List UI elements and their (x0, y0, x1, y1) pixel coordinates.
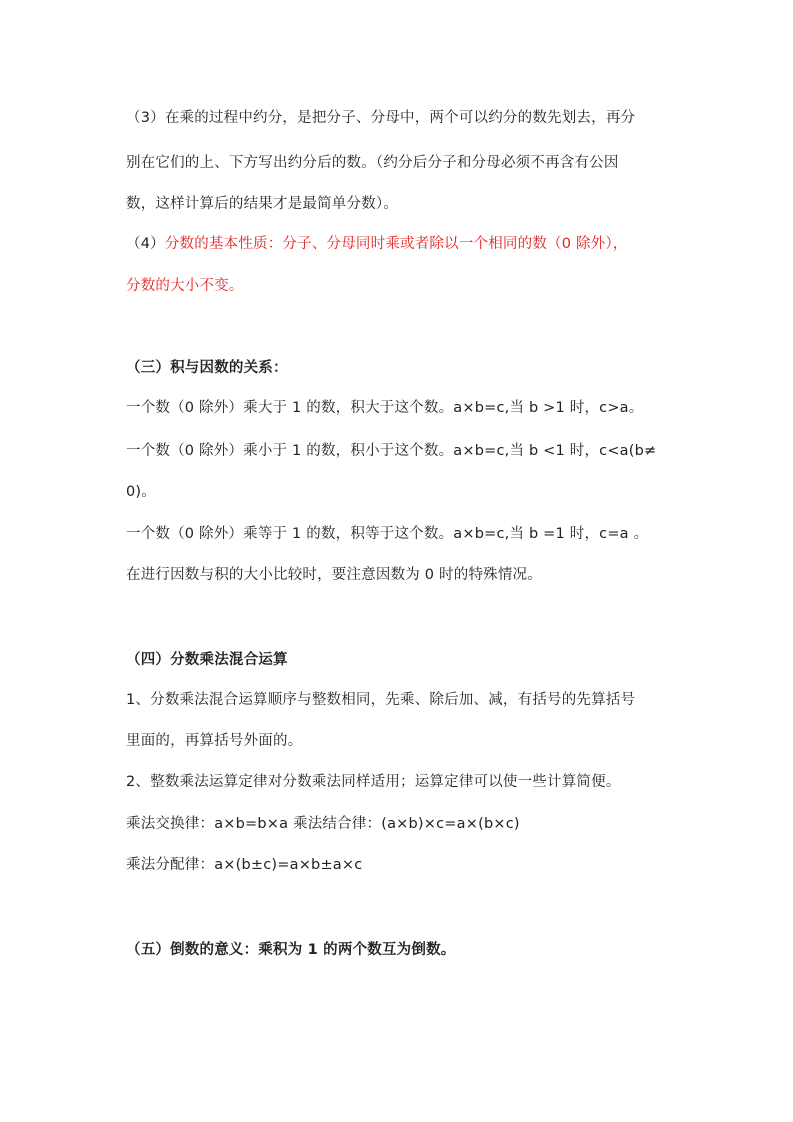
section-three-line-4: 一个数（0 除外）乘等于 1 的数，积等于这个数。a×b=c,当 b =1 时，c=a 。 (126, 526, 649, 542)
section-three-line-2: 一个数（0 除外）乘小于 1 的数，积小于这个数。a×b=c,当 b <1 时，c<a(b≠ (126, 443, 657, 459)
section-three-line-5: 在进行因数与积的大小比较时，要注意因数为 0 时的特殊情况。 (126, 567, 542, 583)
section-five-heading: （五）倒数的意义：乘积为 1 的两个数互为倒数。 (126, 942, 456, 958)
paragraph-4-line-2: 分数的大小不变。 (126, 278, 244, 294)
section-four-line-3: 2、整数乘法运算定律对分数乘法同样适用；运算定律可以使一些计算简便。 (126, 774, 621, 790)
section-four-heading: （四）分数乘法混合运算 (126, 652, 288, 668)
paragraph-3-line-2: 别在它们的上、下方写出约分后的数。（约分后分子和分母必须不再含有公因 (126, 155, 619, 171)
formula-commutative-associative: 乘法交换律：a×b=b×a 乘法结合律：(a×b)×c=a×(b×c) (126, 816, 520, 832)
section-three-line-3: 0)。 (126, 484, 156, 500)
paragraph-4-emphasis: 分数的基本性质：分子、分母同时乘或者除以一个相同的数（0 除外）， (164, 236, 628, 252)
section-three-line-1: 一个数（0 除外）乘大于 1 的数，积大于这个数。a×b=c,当 b >1 时，c>a。 (126, 400, 644, 416)
paragraph-4-line-1 (126, 234, 628, 254)
paragraph-3-line-1: （3）在乘的过程中约分，是把分子、分母中，两个可以约分的数先划去，再分 (126, 110, 636, 126)
section-four-line-1: 1、分数乘法混合运算顺序与整数相同，先乘、除后加、减，有括号的先算括号 (126, 692, 636, 708)
section-three-heading: （三）积与因数的关系： (126, 360, 288, 376)
paragraph-3-line-3: 数，这样计算后的结果才是最简单分数）。 (126, 196, 399, 212)
formula-distributive: 乘法分配律：a×(b±c)=a×b±a×c (126, 857, 363, 873)
paragraph-4-prefix: （4） (126, 236, 165, 252)
section-four-line-2: 里面的，再算括号外面的。 (126, 733, 303, 749)
